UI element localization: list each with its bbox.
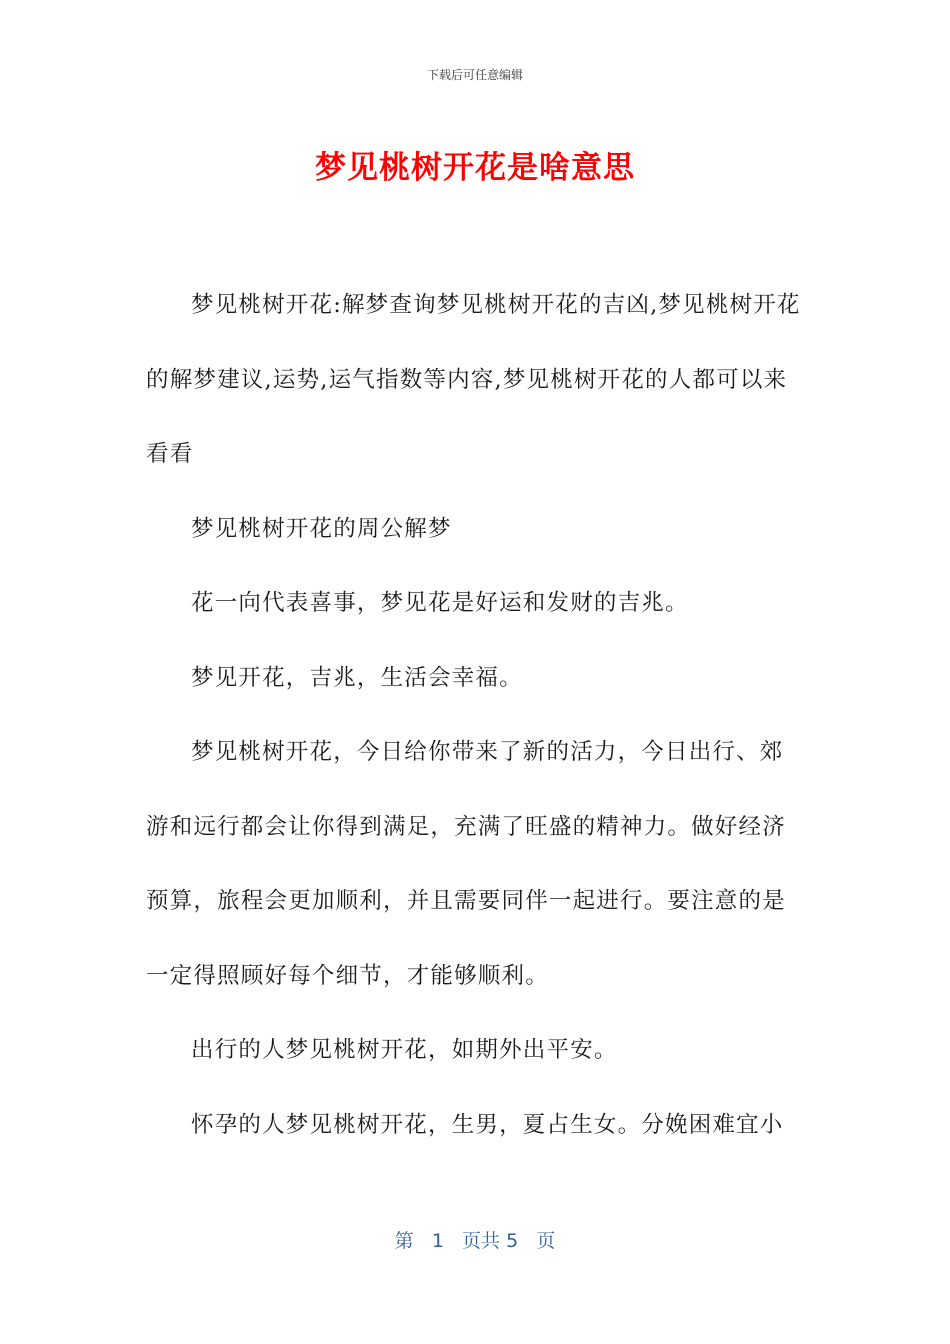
paragraph: 梦见桃树开花:解梦查询梦见桃树开花的吉凶,梦见桃树开花的解梦建议,运势,运气指数等内容,梦见桃树开花的人都可以来看看 [146,292,801,467]
page-current: 1 [431,1230,444,1252]
document-body [146,268,806,1162]
paragraph: 梦见桃树开花，今日给你带来了新的活力，今日出行、郊游和远行都会让你得到满足，充满了旺盛的精神力。做好经济预算，旅程会更加顺利，并且需要同伴一起进行。要注意的是一定得照顾好每个细节，才能够顺利。 [146,739,786,989]
page-mid: 页共 [462,1230,501,1252]
page-prefix: 第 [394,1230,414,1252]
page-total: 5 [506,1230,519,1252]
paragraph: 怀孕的人梦见桃树开花，生男，夏占生女。分娩困难宜小 [191,1111,784,1138]
paragraph: 花一向代表喜事，梦见花是好运和发财的吉兆。 [191,590,689,616]
document-title: 梦见桃树开花是啥意思 [315,150,635,186]
paragraph: 梦见开花，吉兆，生活会幸福。 [191,664,523,691]
page-footer [0,1226,950,1253]
header-note: 下载后可任意编辑 [426,68,523,82]
page-suffix: 页 [536,1230,556,1252]
paragraph: 梦见桃树开花的周公解梦 [191,515,452,542]
paragraph: 出行的人梦见桃树开花，如期外出平安。 [191,1037,618,1063]
